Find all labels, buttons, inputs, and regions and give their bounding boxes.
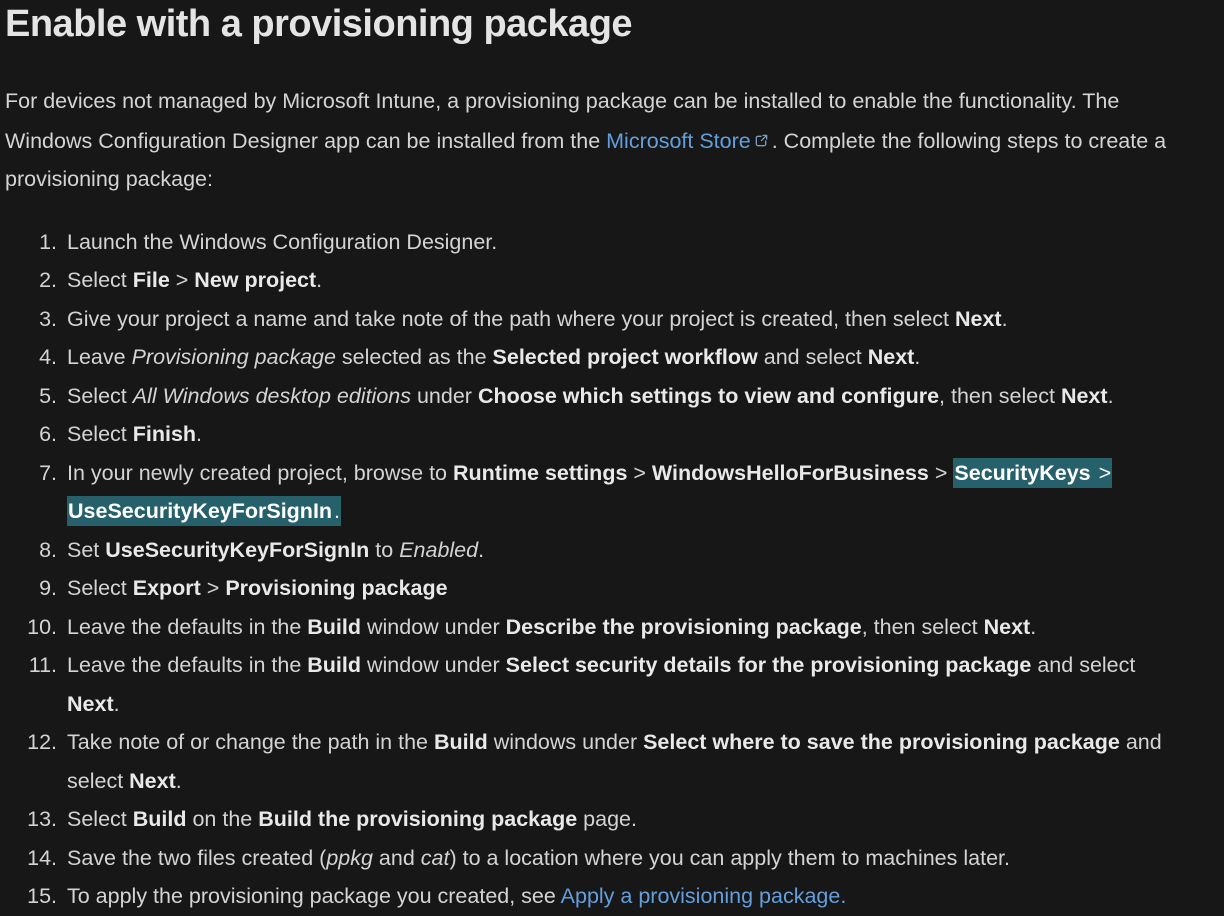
text-segment: In your newly created project, browse to	[67, 460, 453, 485]
text-segment: and select	[757, 345, 868, 369]
list-item	[63, 646, 1189, 723]
list-item	[63, 300, 1189, 339]
text-segment: Next	[867, 345, 915, 369]
list-item	[63, 723, 1189, 800]
text-segment: Save the two files created (	[67, 845, 327, 870]
text-segment: .	[113, 691, 120, 716]
text-segment: For devices not managed by Microsoft Intune, a provisioning package can be installed to enable the functionality. The Windows Configuration Designer app can be installed from the	[5, 89, 1120, 153]
text-segment: Set	[67, 537, 106, 562]
text-segment: .	[316, 268, 323, 292]
text-segment: Finish	[132, 422, 197, 446]
text-segment: Build	[307, 653, 362, 677]
list-item	[63, 608, 1189, 647]
text-segment: Build	[307, 614, 362, 639]
text-segment: Build	[433, 730, 488, 754]
text-segment: , then select	[939, 383, 1061, 408]
text-segment: Build	[132, 807, 187, 831]
text-segment: >	[200, 576, 226, 600]
text-segment: New project	[194, 268, 317, 292]
text-segment: Leave	[67, 345, 132, 369]
text-segment: under	[411, 383, 478, 408]
text-segment: ppkg	[326, 845, 373, 870]
text-segment: >	[627, 460, 652, 485]
list-item	[63, 877, 1189, 916]
intro-paragraph	[5, 82, 1189, 199]
text-segment: .	[1001, 306, 1008, 331]
external-link-icon	[754, 121, 769, 160]
list-item	[63, 415, 1189, 454]
text-segment: Next	[983, 614, 1031, 639]
text-segment: Describe the provisioning package	[505, 614, 862, 639]
text-segment: . Complete the following steps to create a provisioning package:	[5, 128, 1167, 191]
text-segment: .	[478, 537, 485, 562]
text-segment: Select security details for the provisioning package	[505, 653, 1032, 677]
text-segment: cat	[420, 845, 450, 870]
text-segment: Runtime settings	[453, 460, 628, 485]
text-segment: Export	[132, 576, 201, 600]
text-segment: Leave the defaults in the	[67, 653, 308, 677]
microsoft-store-link[interactable]: Microsoft Store	[606, 129, 772, 153]
text-segment: Next	[129, 768, 176, 793]
text-segment: Provisioning package	[225, 576, 448, 600]
text-segment: Select	[67, 268, 133, 292]
text-segment: Select	[67, 576, 133, 600]
highlighted-text: UseSecurityKeyForSignIn	[67, 496, 333, 526]
text-segment: Selected project workflow	[492, 345, 758, 369]
text-segment: on the	[186, 807, 259, 831]
text-segment: WindowsHelloForBusiness	[651, 460, 929, 485]
text-segment: , then select	[861, 614, 984, 639]
text-segment: and	[372, 845, 421, 870]
text-segment: Choose which settings to view and configure	[477, 383, 940, 408]
text-segment: Enabled	[399, 537, 479, 562]
text-segment: Select where to save the provisioning package	[643, 730, 1120, 754]
list-item	[63, 454, 1189, 531]
text-segment: Select	[67, 383, 133, 408]
highlighted-text: .	[333, 496, 341, 526]
text-segment: page.	[577, 807, 637, 831]
text-segment: To apply the provisioning package you created, see	[67, 884, 561, 908]
text-segment: UseSecurityKeyForSignIn	[105, 537, 370, 562]
text-segment: Next	[67, 691, 114, 716]
text-segment: Leave the defaults in the	[67, 614, 308, 639]
text-segment: Select	[67, 422, 133, 446]
list-item	[63, 569, 1189, 608]
text-segment: Build the provisioning package	[258, 807, 578, 831]
text-segment: >	[928, 460, 954, 485]
highlighted-text: >	[1092, 458, 1113, 488]
text-segment: .	[175, 768, 182, 793]
text-segment: Next	[954, 306, 1002, 331]
text-segment: Give your project a name and take note of the path where your project is created, then select	[67, 306, 955, 331]
highlighted-text: SecurityKeys	[953, 458, 1091, 488]
text-segment: window under	[361, 653, 506, 677]
page-title: Enable with a provisioning package	[5, 3, 633, 45]
text-segment: Launch the Windows Configuration Designer.	[67, 229, 498, 254]
list-item	[63, 531, 1189, 570]
list-item	[63, 800, 1189, 839]
text-segment: File	[132, 268, 170, 292]
article-content	[0, 2, 1189, 916]
apply-provisioning-package-link[interactable]: Apply a provisioning package.	[560, 884, 847, 908]
text-segment: .	[914, 345, 921, 369]
text-segment: Select	[67, 807, 133, 831]
list-item	[63, 261, 1189, 300]
text-segment: to	[369, 537, 400, 562]
text-segment: Take note of or change the path in the	[67, 730, 434, 754]
text-segment: All Windows desktop editions	[132, 383, 411, 408]
list-item	[63, 223, 1189, 262]
text-segment: .	[196, 422, 203, 446]
text-segment: selected as the	[335, 345, 493, 369]
list-item	[63, 839, 1189, 878]
text-segment: and select	[67, 730, 1162, 793]
steps-list	[5, 223, 1189, 916]
text-segment: Provisioning package	[131, 345, 336, 369]
text-segment: window under	[361, 614, 506, 639]
text-segment: Next	[1060, 383, 1108, 408]
text-segment: ) to a location where you can apply them to machines later.	[449, 845, 1010, 870]
list-item	[63, 377, 1189, 416]
text-segment: .	[1107, 383, 1114, 408]
text-segment: and select	[1031, 653, 1136, 677]
list-item	[63, 338, 1189, 377]
text-segment: windows under	[487, 730, 644, 754]
text-segment: >	[169, 268, 195, 292]
text-segment: .	[1030, 614, 1037, 639]
